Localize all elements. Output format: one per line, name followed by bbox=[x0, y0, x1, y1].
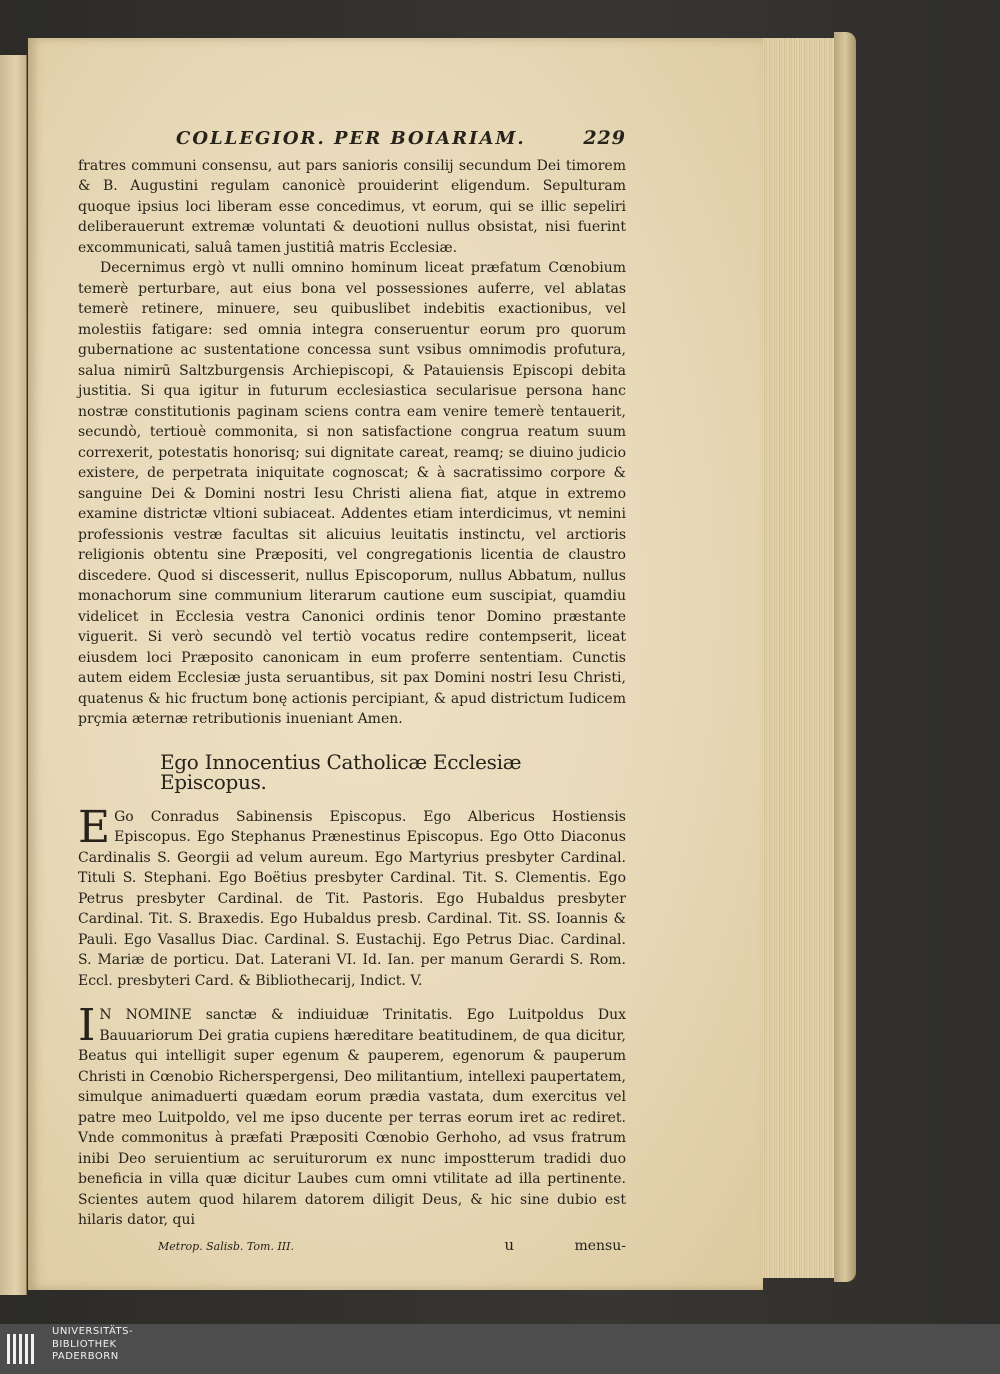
charter-paragraph bbox=[78, 1000, 626, 1231]
printer-signature: Metrop. Salisb. Tom. III. bbox=[158, 1239, 294, 1253]
logo-line: UNIVERSITÄTS- bbox=[52, 1326, 134, 1337]
drop-cap: E bbox=[78, 801, 111, 853]
catchword: mensu- bbox=[574, 1237, 626, 1254]
drop-cap: I bbox=[78, 1000, 96, 1051]
charter-text: N NOMINE sanctæ & indiuiduæ Trinitatis. Ego Luitpoldus Dux Bauuariorum Dei gratia cupiens hæreditare beatitudinem, de qua dicitur, Beatus qui intelligit super egenum & pauperem, egenorum & pauperum Christi in Cœnobio Richerspergensi, Deo militantium, intellexi paupertatem, simulque animaduerti quædam eorum prædia vastata, dum exercitus vel patre meo Luitpoldo, vel me ipso ducente per terras eorum iret ac rediret. Vnde commonitus à præfati Præpositi Cœnobio Gerhoho, ad vsus fratrum inibi Deo seruientium ac seruiturorum ex nunc impostterum tradidi duo beneficia in villa quæ dicitur Laubes cum omni vtilitate ad illa pertinente. Scientes autem quod hilarem datorem diligit Deus, & hic sine dubio est hilaris dator, qui bbox=[78, 1007, 626, 1228]
library-logo-text bbox=[52, 1326, 133, 1364]
signatories-paragraph bbox=[78, 801, 626, 992]
book-cover-edge bbox=[834, 32, 856, 1282]
signature-mark: u bbox=[504, 1235, 515, 1254]
signatories-text: Go Conradus Sabinensis Episcopus. Ego Albericus Hostiensis Episcopus. Ego Stephanus Prænestinus Episcopus. Ego Otto Diaconus Cardinalis S. Georgii ad velum aureum. Ego Martyrius presbyter Cardinal. Tituli S. Stephani. Ego Boëtius presbyter Cardinal. Tit. S. Clementis. Ego Petrus presbyter Cardinal. de Tit. Pastoris. Ego Hubaldus presbyter Cardinal. Tit. S. Braxedis. Ego Hubaldus presb. Cardinal. Tit. SS. Ioannis & Pauli. Ego Vasallus Diac. Cardinal. S. Eustachij. Ego Petrus Diac. Cardinal. S. Mariæ de porticu. Dat. Laterani VI. Id. Ian. per manum Gerardi S. Rom. Eccl. presbyteri Card. & Bibliothecarij, Indict. V. bbox=[78, 808, 626, 989]
section-heading: Ego Innocentius Catholicæ Ecclesiæ Episcopus. bbox=[160, 749, 522, 794]
facing-page-edge bbox=[0, 55, 27, 1295]
logo-line: BIBLIOTHEK bbox=[52, 1338, 117, 1350]
logo-line: PADERBORN bbox=[52, 1351, 119, 1362]
library-logo-bar bbox=[0, 1324, 1000, 1374]
running-head: COLLEGIOR. PER BOIARIAM. bbox=[176, 128, 526, 149]
page-footer bbox=[78, 1235, 626, 1258]
page-text bbox=[78, 128, 626, 1257]
paragraph: fratres communi consensu, aut pars sanioris consilij secundum Dei timorem & B. Augustini regulam canonicè prouiderint eligendum. Sepulturam quoque ipsius loci liberam esse concedimus, vt eorum, qui se illic sepeliri deliberauerunt extremæ voluntati & deuotioni nullus obsistat, nisi fuerint excommunicati, saluâ tamen justitiâ matris Ecclesiæ. bbox=[78, 157, 626, 256]
page-block-edges bbox=[760, 38, 837, 1278]
paragraph: Decernimus ergò vt nulli omnino hominum liceat præfatum Cœnobium temerè perturbare, aut eius bona vel possessiones auferre, vel ablatas temerè retinere, minuere, seu quibuslibet indebitis exactionibus, vel molestiis fatigare: sed omnia integra conseruentur eorum pro quorum gubernatione ac sustentatione concessa sunt vsibus omnimodis profutura, salua nimirū Saltzburgensis Archiepiscopi, & Patauiensis Episcopi debita justitia. Si qua igitur in futurum ecclesiastica secularisue persona hanc nostræ constitutionis paginam sciens contra eam venire temerè tentauerit, secundò, tertiouè commonita, si non satisfactione congrua reatum suum correxerit, potestatis honorisq; sui dignitate careat, reamq; se diuino judicio existere, de perpetrata iniquitate cognoscat; & à sacratissimo corpore & sanguine Dei & Domini nostri Iesu Christi aliena fiat, atque in extremo examine districtæ vltioni subiaceat. Addentes etiam interdicimus, vt nemini professionis vestræ facultas sit alicuius leuitatis instinctu, vel arctioris religionis obtentu sine Præpositi, vel congregationis licentia de claustro discedere. Quod si discesserit, nullus Episcoporum, nullus Abbatum, nullus monachorum sine communium literarum cautione eum suscipiat, quamdiu videlicet in Ecclesia vestra Canonici ordinis tenor Domino præstante viguerit. Si verò secundò vel tertiò vocatus redire contempserit, liceat eiusdem loci Præposito canonicam in eum proferre sententiam. Cunctis autem eidem Ecclesiæ justa seruantibus, sit pax Domini nostri Iesu Christi, quatenus & hic fructum bonę actionis percipiant, & apud districtum Iudicem prçmia æternæ retributionis inueniant Amen. bbox=[78, 260, 626, 727]
page-number: 229 bbox=[583, 127, 626, 149]
page-header bbox=[78, 128, 626, 150]
library-logo-icon bbox=[4, 1324, 40, 1374]
